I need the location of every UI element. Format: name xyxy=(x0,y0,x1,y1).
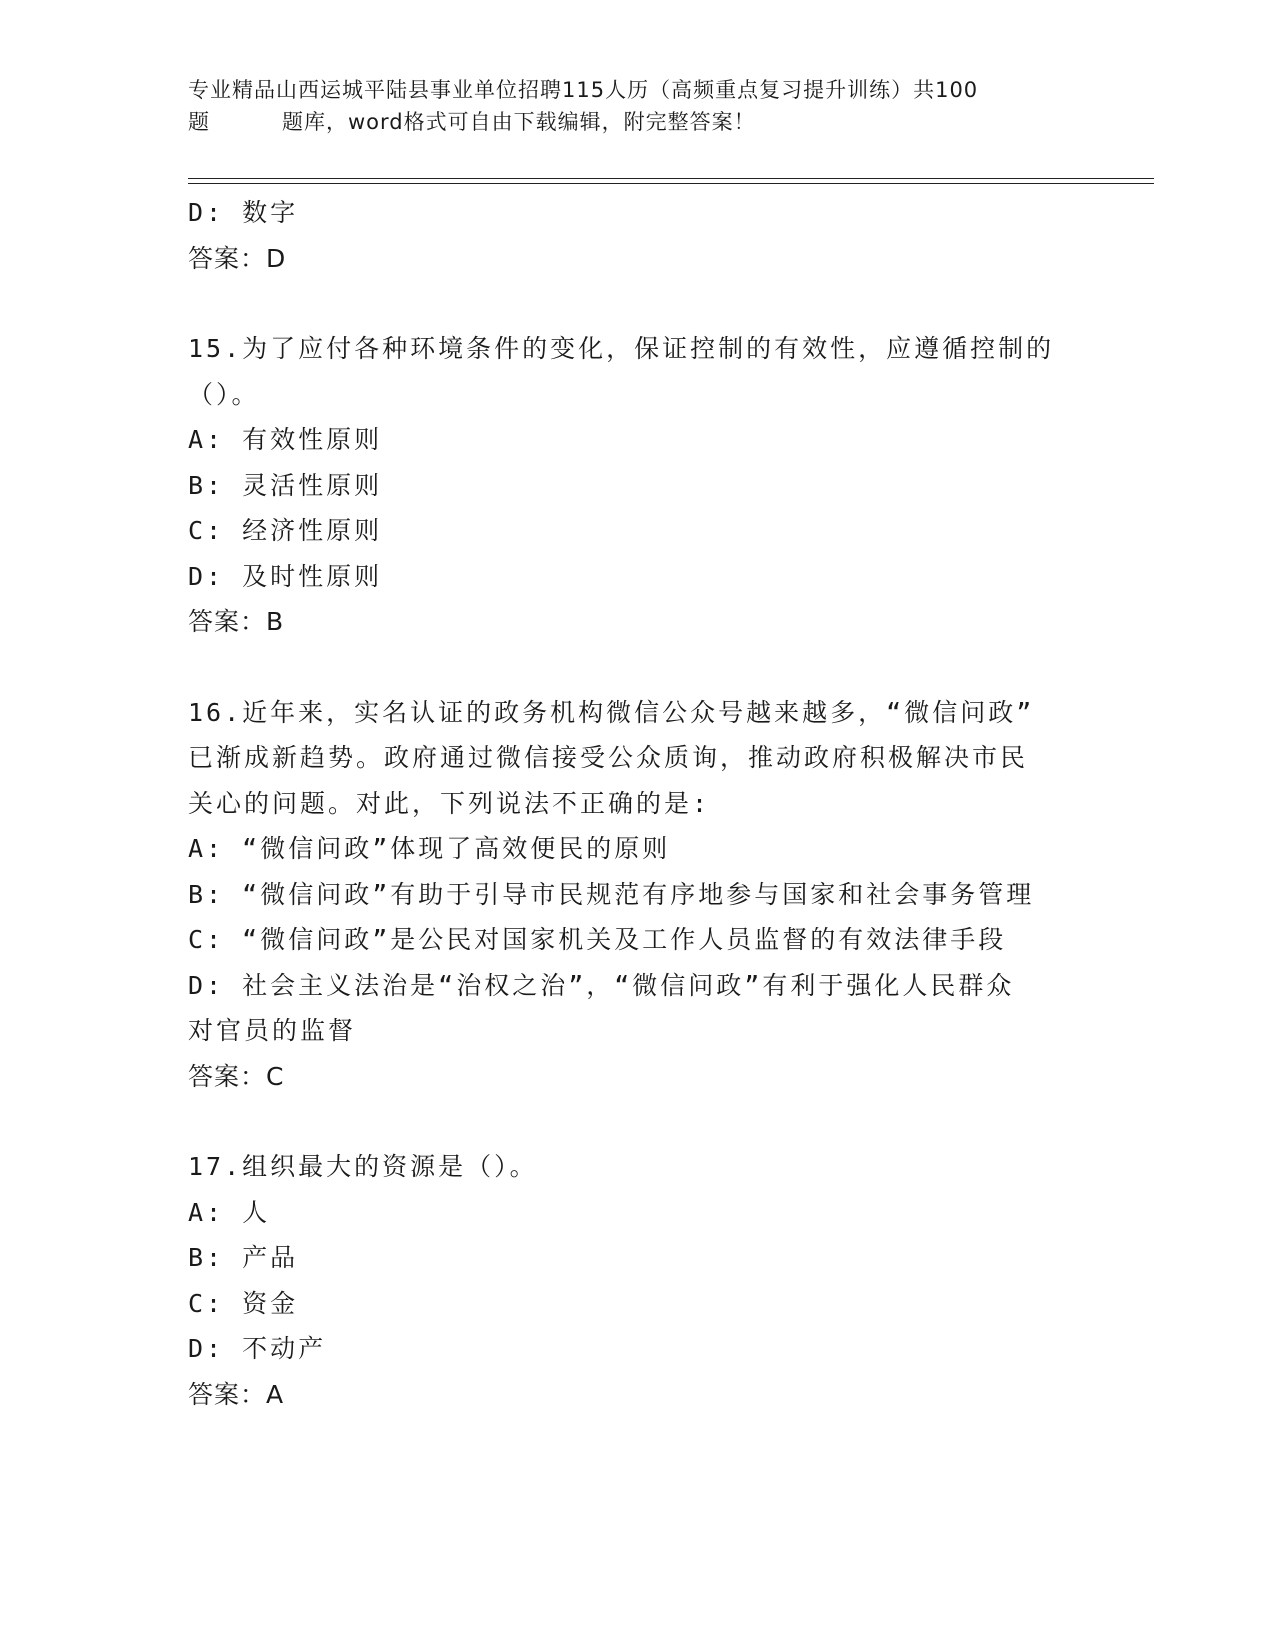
option-d-continued: 对官员的监督 xyxy=(188,1016,357,1045)
header-title-line-2-right: 题库，word格式可自由下载编辑，附完整答案！ xyxy=(282,110,756,134)
header-title-line-2 xyxy=(188,106,1088,138)
option-d: D: 社会主义法治是“治权之治”，“微信问政”有利于强化人民群众 xyxy=(188,970,1015,1000)
page-header xyxy=(188,74,1088,138)
header-title-line-2-left: 题 xyxy=(188,110,210,134)
previous-question-fragment xyxy=(188,190,1088,281)
answer-line: 答案：C xyxy=(188,1061,285,1091)
question-stem: 16.近年来，实名认证的政务机构微信公众号越来越多，“微信问政” xyxy=(188,697,1035,727)
option-a: A: 人 xyxy=(188,1197,271,1227)
option-d: D: 数字 xyxy=(188,198,299,227)
option-c: C: “微信问政”是公民对国家机关及工作人员监督的有效法律手段 xyxy=(188,925,1007,954)
question-stem: 17.组织最大的资源是（）。 xyxy=(188,1152,538,1181)
question-17 xyxy=(188,1144,1088,1417)
header-title-line-1: 专业精品山西运城平陆县事业单位招聘115人历（高频重点复习提升训练）共100 xyxy=(188,78,979,102)
option-d: D: 及时性原则 xyxy=(188,561,383,591)
option-d: D: 不动产 xyxy=(188,1334,327,1363)
question-15 xyxy=(188,326,1088,645)
option-b: B: 灵活性原则 xyxy=(188,470,383,500)
question-stem: 15.为了应付各种环境条件的变化，保证控制的有效性，应遵循控制的 xyxy=(188,334,1055,363)
document-body xyxy=(188,190,1088,1417)
option-a: A: 有效性原则 xyxy=(188,425,383,454)
question-stem: 关心的问题。对此，下列说法不正确的是: xyxy=(188,788,711,818)
option-b: B: 产品 xyxy=(188,1243,299,1272)
option-a: A: “微信问政”体现了高效便民的原则 xyxy=(188,834,671,863)
answer-line: 答案：A xyxy=(188,1379,285,1409)
header-double-rule xyxy=(188,178,1154,184)
question-stem: 已渐成新趋势。政府通过微信接受公众质询，推动政府积极解决市民 xyxy=(188,743,1029,772)
question-16 xyxy=(188,690,1088,1100)
answer-line: 答案：D xyxy=(188,243,287,273)
answer-line: 答案：B xyxy=(188,607,285,636)
question-stem: （）。 xyxy=(188,379,260,409)
option-c: C: 资金 xyxy=(188,1288,299,1318)
option-b: B: “微信问政”有助于引导市民规范有序地参与国家和社会事务管理 xyxy=(188,879,1035,909)
option-c: C: 经济性原则 xyxy=(188,516,383,545)
